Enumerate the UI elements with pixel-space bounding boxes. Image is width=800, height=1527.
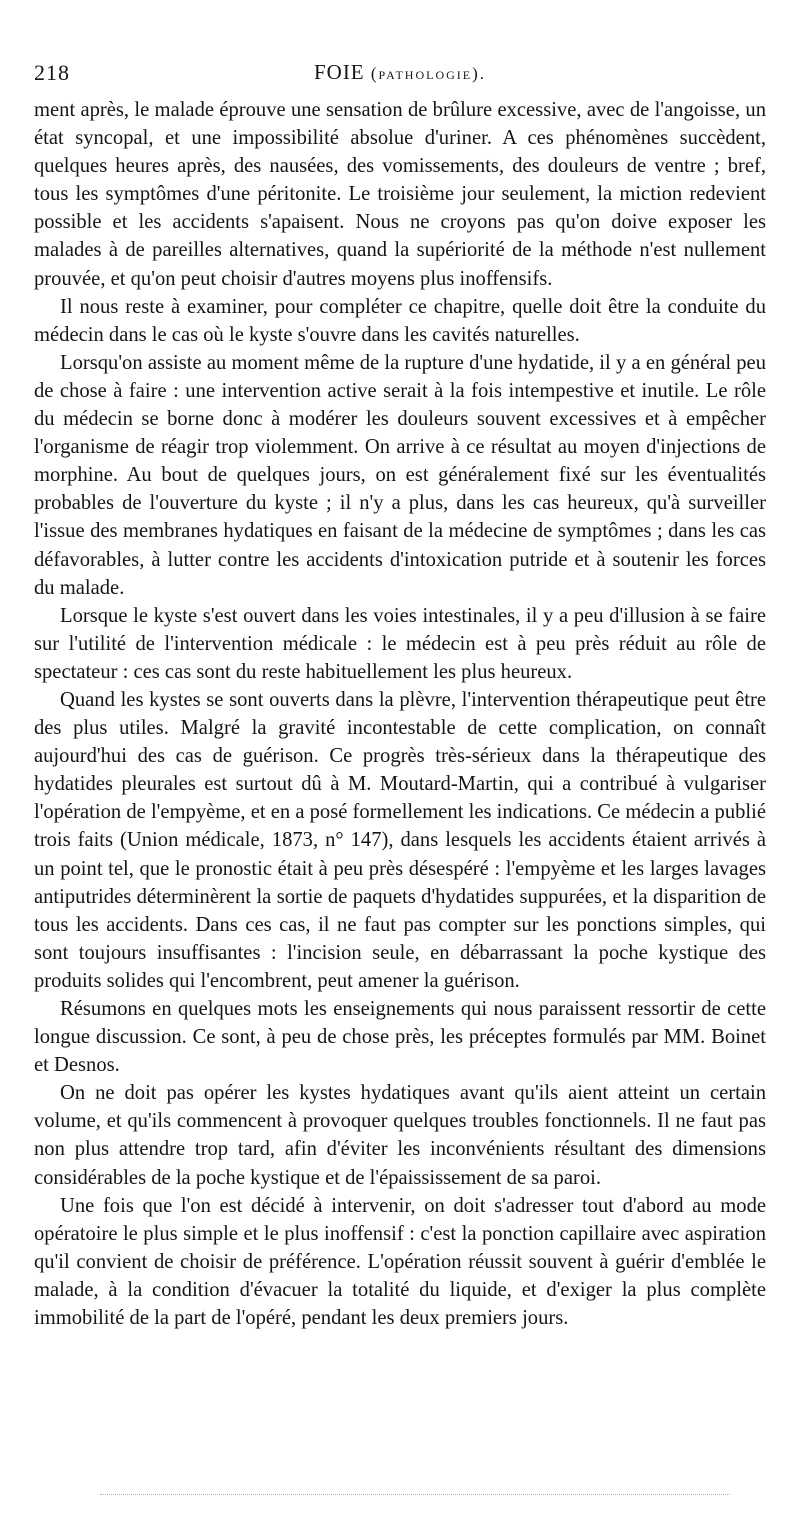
paragraph: ment après, le malade éprouve une sensation de brûlure excessive, avec de l'angoisse, un état syncopal, et une impossibilité absolue d'uriner. A ces phénomènes succèdent, quelques heures après, des nausées, des vomissements, des douleurs de ventre ; bref, tous les symptômes d'une péritonite. Le troisième jour seulement, la miction redevient possible et les accidents s'apaisent. Nous ne croyons pas qu'on doive exposer les malades à de pareilles alternatives, quand la supériorité de la méthode n'est nullement prouvée, et qu'on peut choisir d'autres moyens plus inoffensifs. [34, 99, 766, 290]
running-title-main: FOIE [313, 60, 365, 84]
paragraph: Lorsque le kyste s'est ouvert dans les voies intestinales, il y a peu d'illusion à se faire sur l'utilité de l'intervention médicale : le médecin est à peu près réduit au rôle de spectateur : ces cas sont du reste habituellement les plus heureux. [34, 604, 766, 683]
paragraph: Il nous reste à examiner, pour compléter ce chapitre, quelle doit être la conduite du médecin dans le cas où le kyste s'ouvre dans les cavités naturelles. [34, 295, 766, 346]
running-title-sub: (pathologie). [370, 64, 487, 83]
running-title [34, 60, 766, 85]
paragraph: Quand les kystes se sont ouverts dans la plèvre, l'intervention thérapeutique peut être des plus utiles. Malgré la gravité incontestable de cette complication, on connaît aujourd'hui des cas de guérison. Ce progrès très-sérieux dans la thérapeutique des hydatides pleurales est surtout dû à M. Moutard-Martin, qui a contribué à vulgariser l'opération de l'empyème, et en a posé formellement les indications. Ce médecin a publié trois faits (Union médicale, 1873, n° 147), dans lesquels les accidents étaient arrivés à un point tel, que le pronostic était à peu près désespéré : l'empyème et les larges lavages antiputrides déterminèrent la sortie de paquets d'hydatides suppurées, et la disparition de tous les accidents. Dans ces cas, il ne faut pas compter sur les ponctions simples, qui sont toujours insuffisantes : l'incision seule, en débarrassant la poche kystique des produits solides qui l'encombrent, peut amener la guérison. [34, 688, 766, 992]
paragraph: Une fois que l'on est décidé à intervenir, on doit s'adresser tout d'abord au mode opératoire le plus simple et le plus inoffensif : c'est la ponction capillaire avec aspiration qu'il convient de choisir de préférence. L'opération réussit souvent à guérir d'emblée le malade, à la condition d'évacuer la totalité du liquide, et d'exiger la plus complète immobilité de la part de l'opéré, pendant les deux premiers jours. [34, 1194, 766, 1330]
bottom-divider [100, 1494, 730, 1495]
body-text [34, 96, 766, 1332]
paragraph: Lorsqu'on assiste au moment même de la rupture d'une hydatide, il y a en général peu de chose à faire : une intervention active serait à la fois intempestive et inutile. Le rôle du médecin se borne donc à modérer les douleurs souvent excessives et à empêcher l'organisme de réagir trop violemment. On arrive à ce résultat au moyen d'injections de morphine. Au bout de quelques jours, on est généralement fixé sur les éventualités probables de l'ouverture du kyste ; il n'y a plus, dans les cas heureux, qu'à surveiller l'issue des membranes hydatiques en faisant de la médecine de symptômes ; dans les cas défavorables, à lutter contre les accidents d'intoxication putride et à soutenir les forces du malade. [34, 351, 766, 599]
paragraph: Résumons en quelques mots les enseignements qui nous paraissent ressortir de cette longue discussion. Ce sont, à peu de chose près, les préceptes formulés par MM. Boinet et Desnos. [34, 998, 766, 1077]
page-number: 218 [34, 60, 70, 85]
page-header [34, 60, 766, 96]
paragraph: On ne doit pas opérer les kystes hydatiques avant qu'ils aient atteint un certain volume, et qu'ils commencent à provoquer quelques troubles fonctionnels. Il ne faut pas non plus attendre trop tard, afin d'éviter les inconvénients résultant des dimensions considérables de la poche kystique et de l'épaississement de sa paroi. [34, 1082, 766, 1189]
